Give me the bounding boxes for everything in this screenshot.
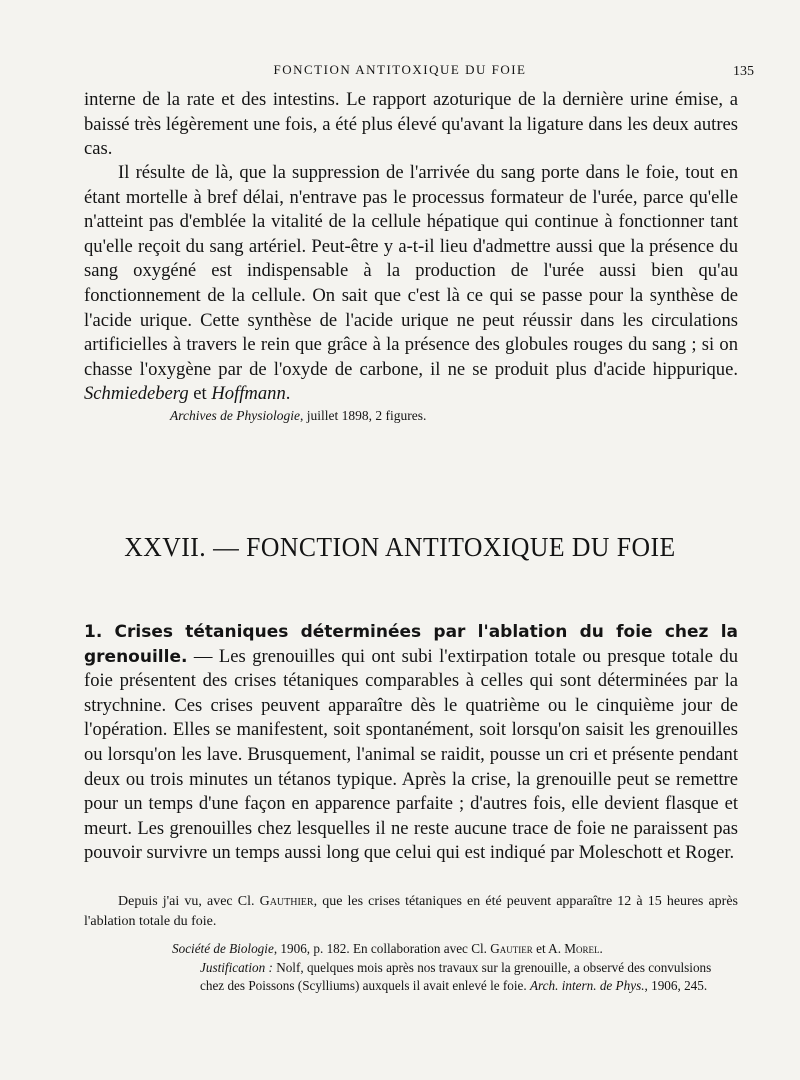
references-block	[172, 940, 738, 996]
justification-label: Justification :	[200, 959, 273, 975]
archives-details: , juillet 1898, 2 figures.	[299, 408, 427, 423]
section-1-title: 1. Crises tétaniques déterminées par l'ablation du foie chez la grenouille.	[84, 622, 738, 667]
collaborator-morel: Morel	[564, 941, 600, 956]
section-1-paragraph	[84, 620, 738, 866]
collaborator-and: et A.	[532, 941, 565, 956]
page-number: 135	[733, 64, 754, 79]
paragraph-conclusion	[84, 161, 738, 407]
collaborator-gautier: Gautier	[490, 941, 533, 956]
footnote-text-before: Depuis j'ai vu, avec Cl.	[118, 894, 260, 909]
footnote	[84, 892, 738, 932]
archives-reference	[170, 408, 426, 424]
chapter-title: XXVII. — FONCTION ANTITOXIQUE DU FOIE	[124, 532, 676, 562]
reference-societe-journal: Société de Biologie	[172, 941, 274, 956]
section-1-body: — Les grenouilles qui ont subi l'extirpation totale ou presque totale du foie présentent des crises tétaniques comparables à celles qui sont déterminées par la strychnine. Ces crises peuvent apparaître dès le quatrième ou le cinquième jour de l'opération. Elles se manifestent, soit spontanément, soit lorsqu'on saisit les grenouilles ou lorsqu'on les lave. Brusquement, l'animal se raidit, pousse un cri et présente pendant deux ou trois minutes un tétanos typique. Après la crise, la grenouille peut se remettre pour un temps d'une façon en apparence parfaite ; d'autres fois, elle devient flasque et meurt. Les grenouilles chez lesquelles il ne reste aucune trace de foie ne paraissent pas pouvoir survivre un temps aussi long que celui qui est indiqué par Moleschott et Roger.	[84, 645, 738, 864]
reference-societe	[172, 940, 738, 959]
reference-justification	[172, 959, 738, 996]
justification-text: Nolf, quelques mois après nos travaux sur la grenouille, a observé des convulsions chez des Poissons (Scylliums) auxquels il avait enlevé le foie.	[200, 959, 712, 994]
footnote-name: Gauthier	[259, 894, 314, 909]
justification-arch-journal: Arch. intern. de Phys.	[529, 978, 645, 994]
footnote-text-after: , que les crises tétaniques en été peuvent apparaître 12 à 15 heures après l'ablation totale du foie.	[84, 894, 739, 929]
running-title: FONCTION ANTITOXIQUE DU FOIE	[273, 62, 527, 77]
author-hoffmann: Hoffmann	[211, 383, 286, 405]
reference-societe-details: , 1906, p. 182. En collaboration avec Cl.	[273, 941, 491, 956]
collaborator-end: .	[599, 941, 603, 956]
author-conjunction: et	[193, 383, 207, 405]
archives-journal: Archives de Physiologie	[170, 408, 300, 423]
author-schmiedeberg: Schmiedeberg	[84, 383, 189, 405]
paragraph-conclusion-text: Il résulte de là, que la suppression de l'arrivée du sang porte dans le foie, tout en étant mortelle à bref délai, n'entrave pas le processus formateur de l'urée, parce qu'elle n'atteint pas d'emblée la vitalité de la cellule hépatique qui continue à fonctionner tant qu'elle reçoit du sang artériel. Peut-être y a-t-il lieu d'admettre aussi que la présence du sang oxygéné est indispensable à la production de l'urée aussi bien qu'au fonctionnement de la cellule. On sait que c'est là ce qui se passe pour la synthèse de l'acide urique. Cette synthèse de l'acide urique ne peut réussir dans les circulations artificielles à travers le rein que grâce à la présence des globules rouges du sang ; si on chasse l'oxygène par de l'oxyde de carbone, il ne se produit plus d'acide hippurique.	[84, 162, 738, 380]
author-end: .	[285, 383, 291, 405]
paragraph-continued: interne de la rate et des intestins. Le rapport azoturique de la dernière urine émise, a baissé très légèrement une fois, a été plus élevé qu'avant la ligature dans les deux autres cas.	[84, 89, 738, 160]
justification-arch-details: , 1906, 245.	[644, 978, 708, 994]
